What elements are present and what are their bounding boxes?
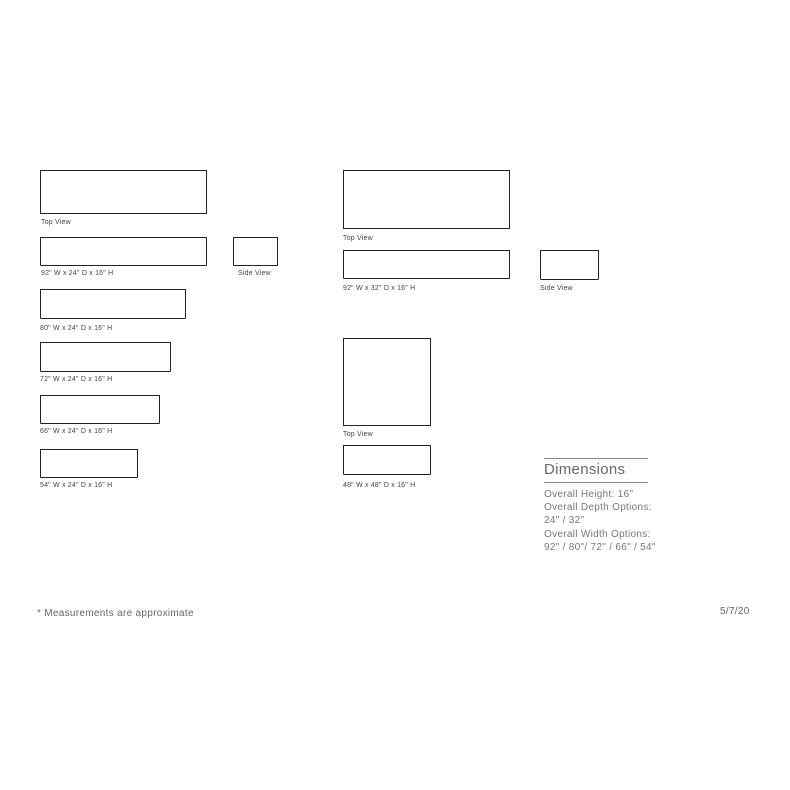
size-label-54x24: 54" W x 24" D x 16" H — [40, 482, 113, 489]
front-view-92x32-outline — [343, 250, 510, 279]
dimensions-width-heading: Overall Width Options: — [544, 529, 651, 540]
front-view-80x24-outline — [40, 289, 186, 319]
size-label-66x24: 66" W x 24" D x 16" H — [40, 428, 113, 435]
side-view-label: Side View — [238, 270, 271, 277]
size-label-48x48: 48" W x 48" D x 16" H — [343, 482, 416, 489]
front-view-66x24-outline — [40, 395, 160, 424]
front-view-92x24-outline — [40, 237, 207, 266]
front-view-48x48-outline — [343, 445, 431, 475]
revision-date: 5/7/20 — [720, 606, 750, 617]
dimensions-width-values: 92" / 80"/ 72" / 66" / 54" — [544, 542, 656, 553]
measurements-note: * Measurements are approximate — [37, 608, 194, 619]
dimensions-bottom-rule — [544, 482, 648, 483]
top-view-92x32-outline — [343, 170, 510, 229]
top-view-92x24-outline — [40, 170, 207, 214]
size-label-72x24: 72" W x 24" D x 16" H — [40, 376, 113, 383]
dimensions-depth-values: 24" / 32" — [544, 515, 585, 526]
top-view-label: Top View — [41, 219, 71, 226]
size-label-92x24: 92" W x 24" D x 16" H — [41, 270, 114, 277]
front-view-54x24-outline — [40, 449, 138, 478]
size-label-80x24: 80" W x 24" D x 16" H — [40, 325, 113, 332]
top-view-48x48-outline — [343, 338, 431, 426]
side-view-label-32: Side View — [540, 285, 573, 292]
dimensions-title: Dimensions — [544, 461, 626, 478]
side-view-32-outline — [540, 250, 599, 280]
dimensions-depth-heading: Overall Depth Options: — [544, 502, 652, 513]
top-view-label-92x32: Top View — [343, 235, 373, 242]
top-view-label-48x48: Top View — [343, 431, 373, 438]
dimensions-top-rule — [544, 458, 648, 459]
size-label-92x32: 92" W x 32" D x 16" H — [343, 285, 416, 292]
front-view-72x24-outline — [40, 342, 171, 372]
dimensions-height: Overall Height: 16" — [544, 489, 634, 500]
side-view-24-outline — [233, 237, 278, 266]
